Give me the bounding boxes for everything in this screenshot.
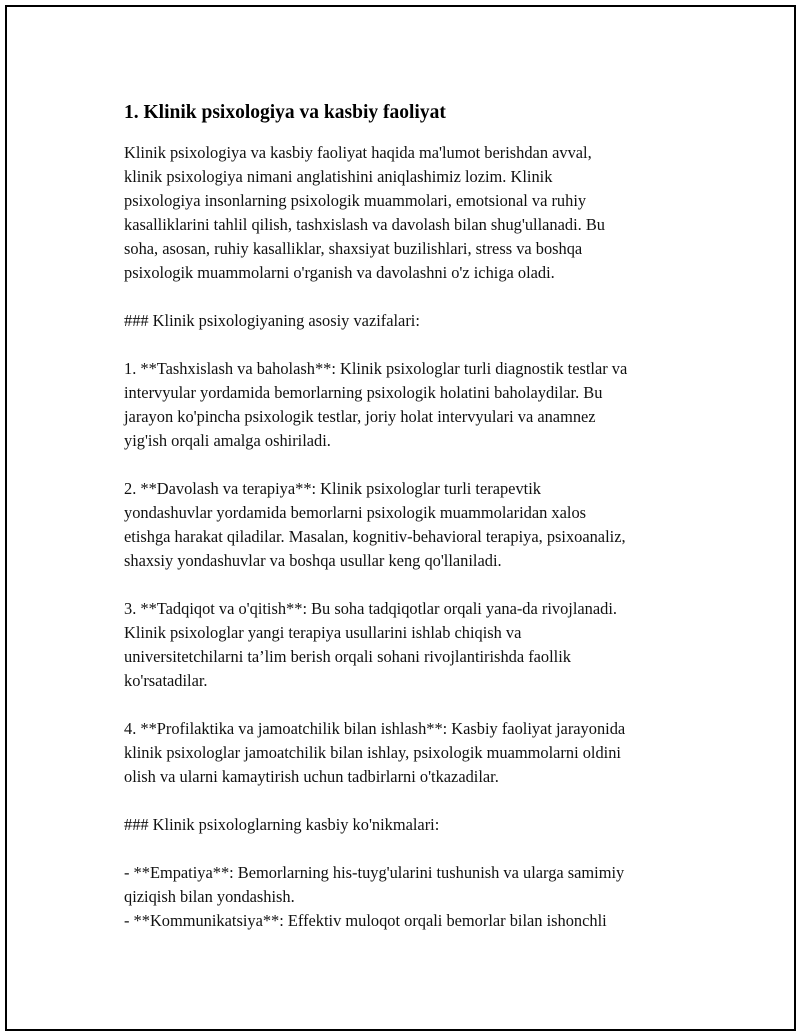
task-item-3 [124, 597, 704, 693]
section-heading-skills [124, 813, 704, 837]
text-line: Klinik psixologiya va kasbiy faoliyat haqida ma'lumot berishdan avval, [124, 143, 592, 162]
text-line: 2. **Davolash va terapiya**: Klinik psixologlar turli terapevtik [124, 479, 541, 498]
task-item-1 [124, 357, 704, 453]
text-line: 4. **Profilaktika va jamoatchilik bilan ishlash**: Kasbiy faoliyat jarayonida [124, 719, 626, 738]
text-line: yondashuvlar yordamida bemorlarni psixologik muammolaridan xalos [124, 503, 587, 522]
document-body [124, 101, 704, 933]
text-line: olish va ularni kamaytirish uchun tadbirlarni o'tkazadilar. [124, 767, 499, 786]
text-line: ko'rsatadilar. [124, 671, 208, 690]
text-line: soha, asosan, ruhiy kasalliklar, shaxsiyat buzilishlari, stress va boshqa [124, 239, 583, 258]
text-line: klinik psixologiya nimani anglatishini aniqlashimiz lozim. Klinik [124, 167, 553, 186]
text-line: - **Kommunikatsiya**: Effektiv muloqot orqali bemorlar bilan ishonchli [124, 911, 607, 930]
text-line: psixologiya insonlarning psixologik muammolari, emotsional va ruhiy [124, 191, 587, 210]
text-line: kasalliklarini tahlil qilish, tashxislash va davolash bilan shug'ullanadi. Bu [124, 215, 605, 234]
text-line: intervyular yordamida bemorlarning psixologik holatini baholaydilar. Bu [124, 383, 603, 402]
text-line: qiziqish bilan yondashish. [124, 887, 295, 906]
text-line: universitetchilarni ta’lim berish orqali sohani rivojlantirishda faollik [124, 647, 571, 666]
text-line: ### Klinik psixologiyaning asosiy vazifalari: [124, 311, 420, 330]
text-line: jarayon ko'pincha psixologik testlar, joriy holat intervyulari va anamnez [124, 407, 596, 426]
text-line: etishga harakat qiladilar. Masalan, kognitiv-behavioral terapiya, psixoanaliz, [124, 527, 626, 546]
text-line: ### Klinik psixologlarning kasbiy ko'nikmalari: [124, 815, 440, 834]
text-line: Klinik psixologlar yangi terapiya usullarini ishlab chiqish va [124, 623, 522, 642]
text-line: klinik psixologlar jamoatchilik bilan ishlay, psixologik muammolarni oldini [124, 743, 621, 762]
text-line: 1. **Tashxislash va baholash**: Klinik psixologlar turli diagnostik testlar va [124, 359, 628, 378]
text-line: yig'ish orqali amalga oshiriladi. [124, 431, 331, 450]
document-title: 1. Klinik psixologiya va kasbiy faoliyat [124, 102, 446, 123]
page-frame [5, 5, 796, 1031]
section-heading-tasks [124, 309, 704, 333]
text-line: shaxsiy yondashuvlar va boshqa usullar keng qo'llaniladi. [124, 551, 502, 570]
task-item-2 [124, 477, 704, 573]
skills-list [124, 861, 704, 933]
intro-paragraph [124, 141, 704, 285]
text-line: - **Empatiya**: Bemorlarning his-tuyg'ularini tushunish va ularga samimiy [124, 863, 625, 882]
text-line: psixologik muammolarni o'rganish va davolashni o'z ichiga oladi. [124, 263, 555, 282]
task-item-4 [124, 717, 704, 789]
text-line: 3. **Tadqiqot va o'qitish**: Bu soha tadqiqotlar orqali yana-da rivojlanadi. [124, 599, 617, 618]
